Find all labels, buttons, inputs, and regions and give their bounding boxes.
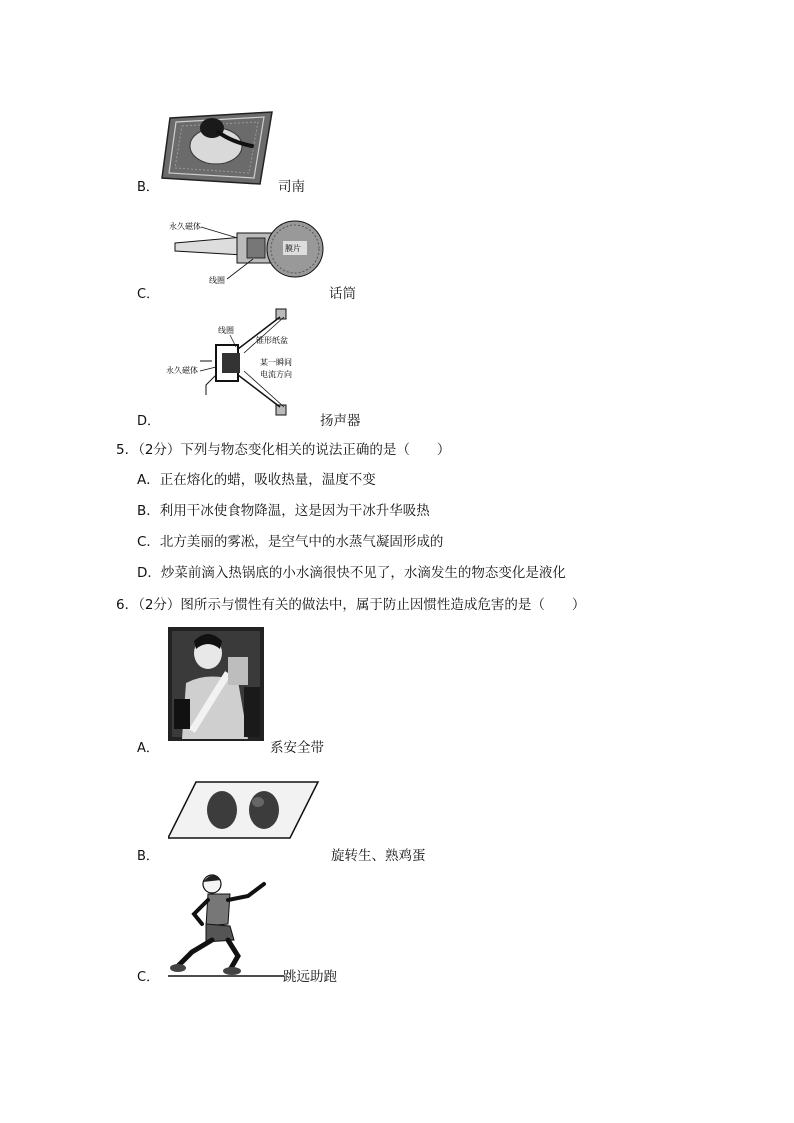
q6-stem: 6．（2分）图所示与惯性有关的做法中，属于防止因惯性造成危害的是（ ）	[116, 597, 586, 613]
q4-option-d-letter: D．	[137, 414, 161, 429]
q4-option-c-caption: 话筒	[329, 286, 356, 302]
q6-option-a-caption: 系安全带	[270, 740, 324, 756]
q6-option-c-letter: C．	[137, 970, 160, 985]
microphone-figure	[165, 205, 327, 287]
label-speaker-magnet: 永久磁体	[166, 366, 198, 375]
eggs-figure	[168, 780, 320, 840]
q4-option-c-letter: C．	[137, 287, 160, 302]
label-diaphragm: 膜片	[285, 244, 301, 253]
q6-option-b-letter: B．	[137, 849, 159, 864]
runner-figure	[168, 870, 284, 978]
speaker-figure	[162, 305, 324, 421]
sinan-figure	[160, 98, 278, 190]
q4-option-b-caption: 司南	[278, 179, 305, 195]
q5-option-c: C．北方美丽的雾凇，是空气中的水蒸气凝固形成的	[137, 534, 444, 550]
seatbelt-photo	[168, 627, 264, 741]
q6-option-b-caption: 旋转生、熟鸡蛋	[331, 848, 426, 864]
label-current: 电流方向	[260, 370, 292, 379]
q4-option-b-letter: B．	[137, 180, 159, 195]
q6-option-c-caption: 跳远助跑	[283, 969, 337, 985]
label-speaker-coil: 线圈	[218, 326, 234, 335]
label-coil: 线圈	[209, 276, 225, 285]
label-moment: 某一瞬间	[260, 358, 292, 367]
label-cone: 锥形纸盆	[256, 336, 288, 345]
q6-option-a-letter: A．	[137, 741, 159, 756]
q5-option-a: A．正在熔化的蜡，吸收热量，温度不变	[137, 472, 376, 488]
q4-option-d-caption: 扬声器	[320, 413, 361, 429]
label-magnet: 永久磁体	[169, 222, 201, 231]
q5-stem: 5．（2分）下列与物态变化相关的说法正确的是（ ）	[116, 442, 451, 458]
q5-option-b: B．利用干冰使食物降温，这是因为干冰升华吸热	[137, 503, 430, 519]
q5-option-d: D．炒菜前滴入热锅底的小水滴很快不见了，水滴发生的物态变化是液化	[137, 565, 566, 581]
